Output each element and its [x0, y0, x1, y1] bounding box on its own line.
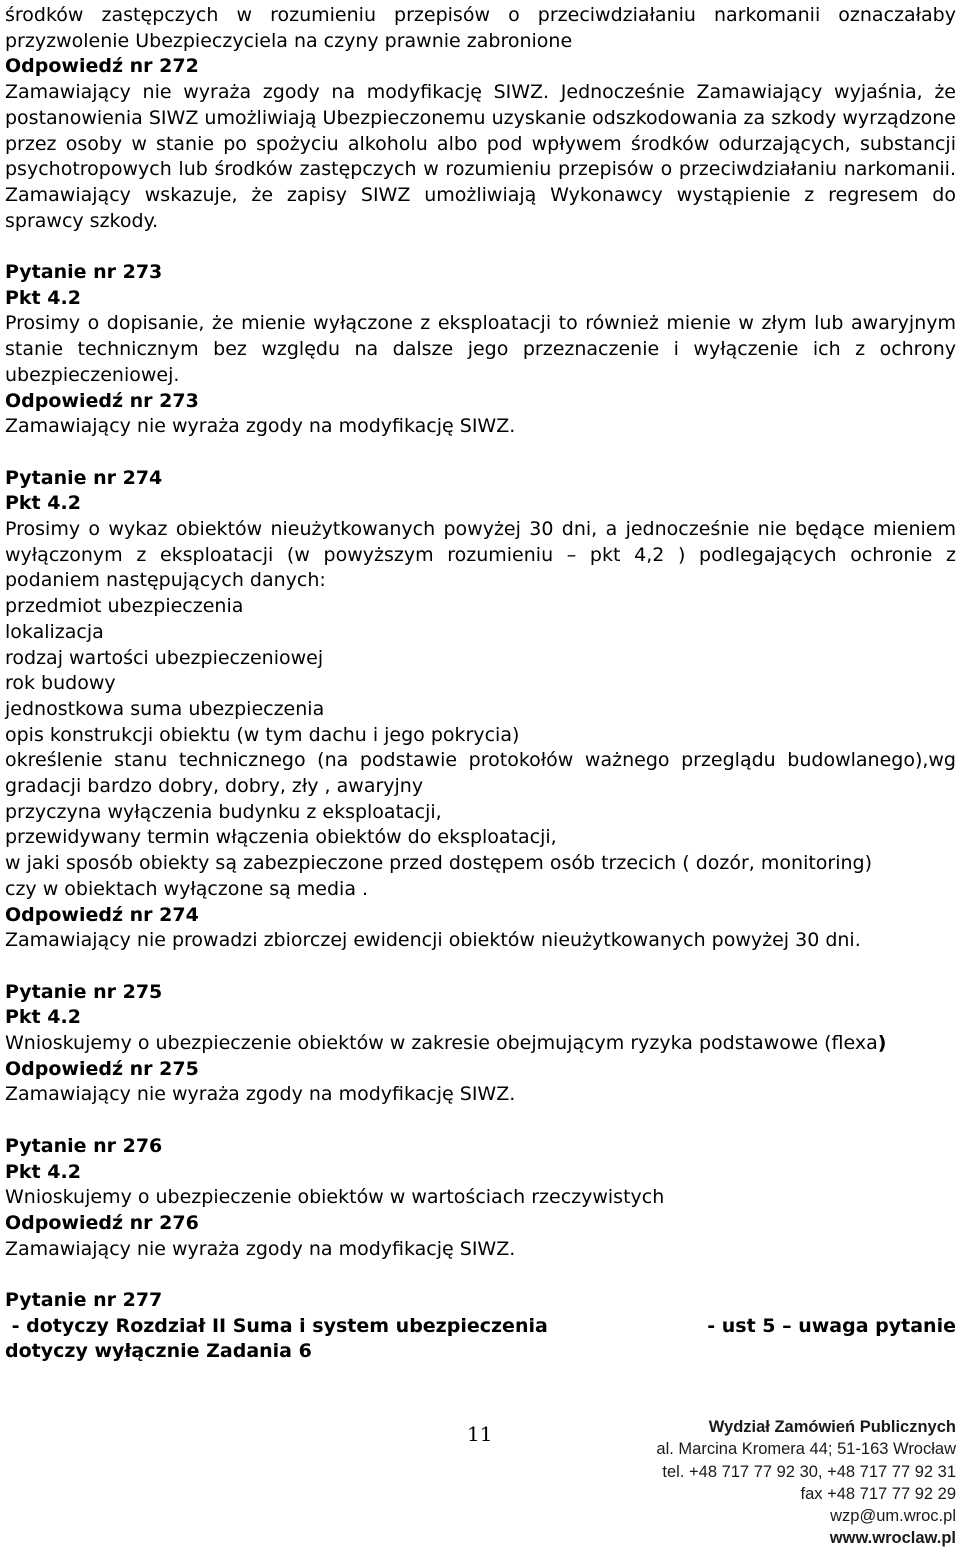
question-277-text-right: - ust 5 – uwaga pytanie	[707, 1314, 956, 1337]
footer-contact	[656, 1416, 956, 1550]
question-277-text-continued: dotyczy wyłącznie Zadania 6	[5, 1340, 312, 1363]
answer-274-heading: Odpowiedź nr 274	[5, 903, 199, 926]
question-277-heading: Pytanie nr 277	[5, 1289, 163, 1312]
question-273-text: Prosimy o dopisanie, że mienie wyłączone z eksploatacji to również mienie w złym lub awaryjnym stanie technicznym bez względu na dalsze jego przeznaczenie i wyłączenie ich z ochrony ubezpieczeniowej.	[5, 312, 956, 386]
footer-address: al. Marcina Kromera 44; 51-163 Wrocław	[656, 1440, 956, 1459]
question-274-point: Pkt 4.2	[5, 492, 81, 515]
list-item: określenie stanu technicznego (na podstawie protokołów ważnego przeglądu budowlanego),wg gradacji bardzo dobry, dobry, zły , awaryjny	[5, 749, 956, 798]
answer-275-text: Zamawiający nie wyraża zgody na modyfikację SIWZ.	[5, 1083, 516, 1106]
answer-276-text: Zamawiający nie wyraża zgody na modyfikację SIWZ.	[5, 1237, 516, 1260]
page-number: 11	[467, 1422, 493, 1446]
list-item: lokalizacja	[5, 620, 104, 643]
footer-department: Wydział Zamówień Publicznych	[708, 1418, 956, 1436]
document-body	[5, 3, 956, 1365]
question-273-heading: Pytanie nr 273	[5, 261, 163, 284]
question-275-text	[5, 1031, 956, 1057]
footer-web: www.wroclaw.pl	[829, 1529, 956, 1548]
list-item: przewidywany termin włączenia obiektów do eksploatacji,	[5, 826, 557, 849]
footer-fax: fax +48 717 77 92 29	[800, 1484, 956, 1503]
question-276-text: Wnioskujemy o ubezpieczenie obiektów w wartościach rzeczywistych	[5, 1186, 665, 1209]
answer-273-text: Zamawiający nie wyraża zgody na modyfikację SIWZ.	[5, 415, 516, 438]
list-item: opis konstrukcji obiektu (w tym dachu i jego pokrycia)	[5, 723, 520, 746]
answer-273-heading: Odpowiedź nr 273	[5, 389, 199, 412]
footer-email: wzp@um.wroc.pl	[830, 1507, 956, 1526]
question-275-point: Pkt 4.2	[5, 1006, 81, 1029]
list-item: czy w obiektach wyłączone są media .	[5, 877, 369, 900]
list-item: rok budowy	[5, 672, 116, 695]
question-276-point: Pkt 4.2	[5, 1160, 81, 1183]
answer-274-text: Zamawiający nie prowadzi zbiorczej ewidencji obiektów nieużytkowanych powyżej 30 dni.	[5, 929, 861, 952]
list-item: przyczyna wyłączenia budynku z eksploatacji,	[5, 800, 442, 823]
list-item: rodzaj wartości ubezpieczeniowej	[5, 646, 324, 669]
question-275-heading: Pytanie nr 275	[5, 980, 163, 1003]
question-273-point: Pkt 4.2	[5, 286, 81, 309]
question-274-heading: Pytanie nr 274	[5, 466, 163, 489]
question-277-line	[5, 1314, 956, 1340]
list-item: jednostkowa suma ubezpieczenia	[5, 697, 325, 720]
question-275-text-bracket: )	[877, 1032, 887, 1055]
question-275-text-main: Wnioskujemy o ubezpieczenie obiektów w zakresie obejmującym ryzyka podstawowe (flexa	[5, 1032, 878, 1055]
answer-272-heading: Odpowiedź nr 272	[5, 55, 199, 78]
list-item: przedmiot ubezpieczenia	[5, 595, 244, 618]
answer-276-heading: Odpowiedź nr 276	[5, 1211, 199, 1234]
footer-tel: tel. +48 717 77 92 30, +48 717 77 92 31	[662, 1462, 956, 1481]
list-item: w jaki sposób obiekty są zabezpieczone przed dostępem osób trzecich ( dozór, monitoring)	[5, 852, 873, 875]
question-277-text-left: - dotyczy Rozdział II Suma i system ubezpieczenia	[5, 1314, 548, 1337]
answer-272-text: Zamawiający nie wyraża zgody na modyfikację SIWZ. Jednocześnie Zamawiający wyjaśnia, że postanowienia SIWZ umożliwiają Ubezpieczonemu uzyskanie odszkodowania za szkody wyrządzone przez osoby w stanie po spożyciu alkoholu albo pod wpływem środków odurzających, substancji psychotropowych lub środków zastępczych w rozumieniu przepisów o przeciwdziałaniu narkomanii. Zamawiający wskazuje, że zapisy SIWZ umożliwiają Wykonawcy wystąpienie z regresem do sprawcy szkody.	[5, 81, 956, 232]
answer-275-heading: Odpowiedź nr 275	[5, 1057, 199, 1080]
question-274-text: Prosimy o wykaz obiektów nieużytkowanych powyżej 30 dni, a jednocześnie nie będące mieniem wyłączonym z eksploatacji (w powyższym rozumieniu – pkt 4,2 ) podlegających ochronie z podaniem następujących danych:	[5, 518, 956, 592]
question-276-heading: Pytanie nr 276	[5, 1134, 163, 1157]
paragraph-continuation: środków zastępczych w rozumieniu przepisów o przeciwdziałaniu narkomanii oznaczałaby przyzwolenie Ubezpieczyciela na czyny prawnie zabronione	[5, 4, 956, 52]
